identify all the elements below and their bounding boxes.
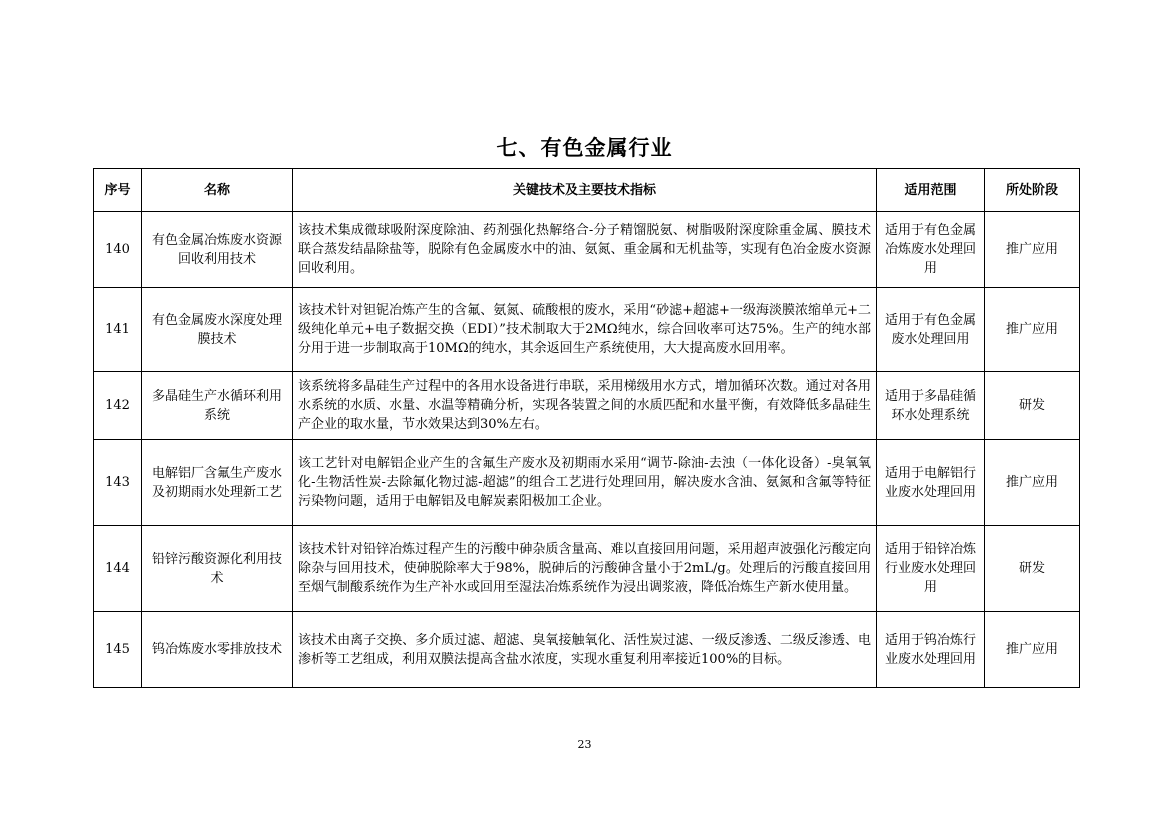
technology-name: 电解铝厂含氟生产废水及初期雨水处理新工艺 (142, 440, 293, 526)
header-stage: 所处阶段 (985, 169, 1080, 212)
development-stage: 研发 (985, 526, 1080, 612)
row-number: 144 (94, 526, 142, 612)
row-number: 142 (94, 372, 142, 440)
page-title: 七、有色金属行业 (496, 136, 673, 160)
table-row (94, 440, 1080, 526)
table-header-row (94, 169, 1080, 212)
technology-name: 有色金属废水深度处理膜技术 (142, 288, 293, 372)
application-scope: 适用于有色金属废水处理回用 (877, 288, 985, 372)
technology-name: 多晶硅生产水循环利用系统 (142, 372, 293, 440)
header-scope: 适用范围 (877, 169, 985, 212)
technology-description: 该工艺针对电解铝企业产生的含氟生产废水及初期雨水采用“调节-除油-去浊（一体化设备）-臭氧氧化-生物活性炭-去除氟化物过滤-超滤”的组合工艺进行处理回用，解决废水含油、氨氮和含氟等特征污染物问题，适用于电解铝及电解炭素阳极加工企业。 (293, 440, 877, 526)
application-scope: 适用于有色金属冶炼废水处理回用 (877, 212, 985, 288)
table-row (94, 372, 1080, 440)
application-scope: 适用于铅锌冶炼行业废水处理回用 (877, 526, 985, 612)
technology-description: 该技术由离子交换、多介质过滤、超滤、臭氧接触氧化、活性炭过滤、一级反渗透、二级反渗透、电渗析等工艺组成，利用双膜法提高含盐水浓度，实现水重复利用率接近100%的目标。 (293, 612, 877, 688)
row-number: 141 (94, 288, 142, 372)
technology-description: 该技术集成微球吸附深度除油、药剂强化热解络合-分子精馏脱氨、树脂吸附深度除重金属、膜技术联合蒸发结晶除盐等，脱除有色金属废水中的油、氨氮、重金属和无机盐等，实现有色冶金废水资源回收利用。 (293, 212, 877, 288)
development-stage: 推广应用 (985, 440, 1080, 526)
technology-description: 该系统将多晶硅生产过程中的各用水设备进行串联，采用梯级用水方式，增加循环次数。通过对各用水系统的水质、水量、水温等精确分析，实现各装置之间的水质匹配和水量平衡，有效降低多晶硅生产企业的取水量，节水效果达到30%左右。 (293, 372, 877, 440)
application-scope: 适用于多晶硅循环水处理系统 (877, 372, 985, 440)
development-stage: 研发 (985, 372, 1080, 440)
table-row (94, 212, 1080, 288)
technology-description: 该技术针对铅锌冶炼过程产生的污酸中砷杂质含量高、难以直接回用问题，采用超声波强化污酸定向除杂与回用技术，使砷脱除率大于98%，脱砷后的污酸砷含量小于2mL/g。处理后的污酸直接回用至烟气制酸系统作为生产补水或回用至湿法冶炼系统作为浸出调浆液，降低冶炼生产新水使用量。 (293, 526, 877, 612)
table-row (94, 612, 1080, 688)
row-number: 140 (94, 212, 142, 288)
row-number: 143 (94, 440, 142, 526)
header-description: 关键技术及主要技术指标 (293, 169, 877, 212)
development-stage: 推广应用 (985, 288, 1080, 372)
development-stage: 推广应用 (985, 612, 1080, 688)
development-stage: 推广应用 (985, 212, 1080, 288)
application-scope: 适用于钨冶炼行业废水处理回用 (877, 612, 985, 688)
technology-table (93, 168, 1080, 688)
table-row (94, 526, 1080, 612)
header-name: 名称 (142, 169, 293, 212)
header-no: 序号 (94, 169, 142, 212)
technology-description: 该技术针对钽铌冶炼产生的含氟、氨氮、硫酸根的废水，采用“砂滤+超滤+一级海淡膜浓缩单元+二级纯化单元+电子数据交换（EDI）”技术制取大于2MΩ纯水，综合回收率可达75%。生产的纯水部分用于进一步制取高于10MΩ的纯水，其余返回生产系统使用，大大提高废水回用率。 (293, 288, 877, 372)
technology-name: 有色金属冶炼废水资源回收利用技术 (142, 212, 293, 288)
technology-name: 钨冶炼废水零排放技术 (142, 612, 293, 688)
application-scope: 适用于电解铝行业废水处理回用 (877, 440, 985, 526)
technology-name: 铅锌污酸资源化利用技术 (142, 526, 293, 612)
table-row (94, 288, 1080, 372)
page-number: 23 (577, 738, 592, 751)
row-number: 145 (94, 612, 142, 688)
